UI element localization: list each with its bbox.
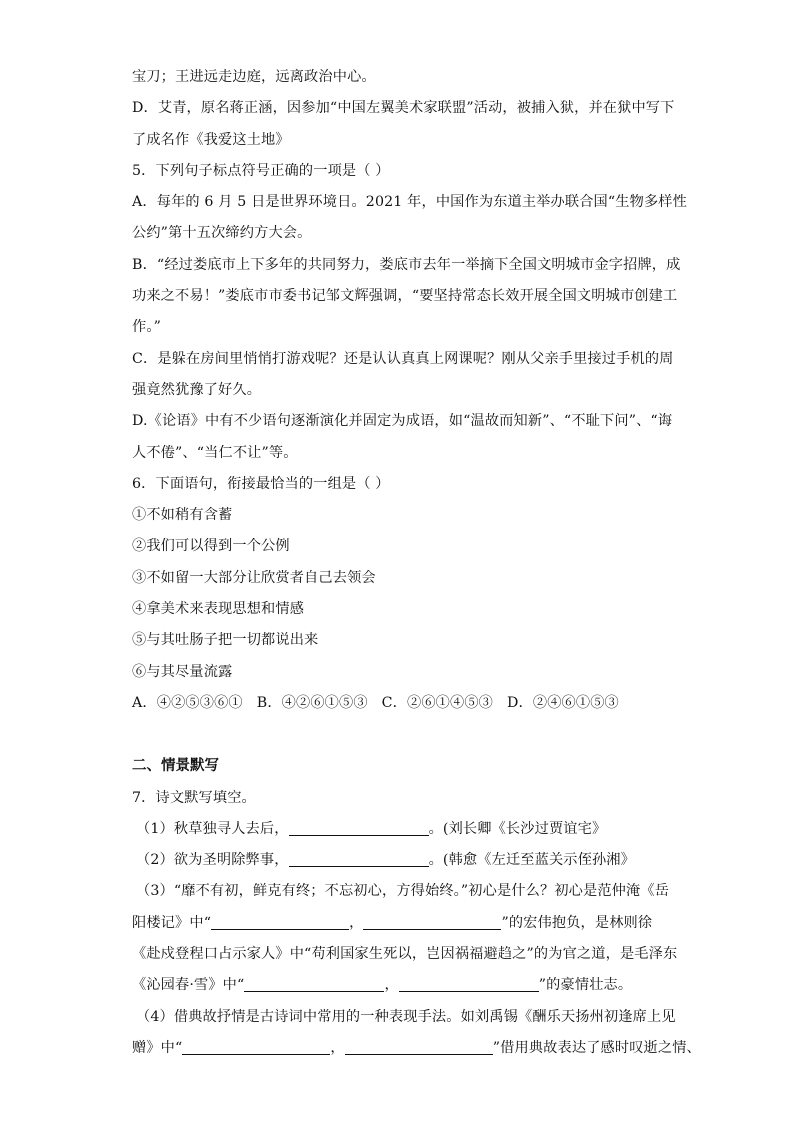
q5-option-b-line1: B．“经过娄底市上下多年的共同努力，娄底市去年一举摘下全国文明城市金字招牌，成 [132, 256, 681, 273]
q7-blank-3b[interactable] [363, 914, 501, 930]
q6-item-3: ③不如留一大部分让欣赏者自己去领会 [132, 569, 376, 586]
q7-part-3-line3: 《赴戍登程口占示家人》中“苟利国家生死以，岂因祸福避趋之”的为官之道，是毛泽东 [132, 946, 678, 963]
q6-item-4: ④拿美术来表现思想和情感 [132, 601, 305, 618]
q7-part-1 [132, 814, 672, 845]
q7-blank-3c[interactable] [244, 976, 384, 992]
section-title: 二、情景默写 [132, 758, 219, 775]
q6-options: A．④②⑤③⑥① B．④②⑥①⑤③ C．②⑥①④⑤③ D．②④⑥①⑤③ [132, 694, 619, 711]
q7-part-4-line2-mid: ， [330, 1039, 345, 1056]
q5-option-a-line1: A．每年的 6 月 5 日是世界环境日。2021 年，中国作为东道主举办联合国“生物多样性 [132, 194, 687, 211]
q7-part-1-post: 。(刘长卿《长沙过贾谊宅》 [428, 820, 607, 837]
q7-part-3-line4-pre: 《沁园春·雪》中“ [132, 977, 245, 994]
q7-part-2 [132, 845, 672, 876]
q7-blank-3d[interactable] [399, 976, 539, 992]
q7-part-2-pre: （2）欲为圣明除弊事， [136, 852, 289, 869]
q7-part-4-line2 [132, 1033, 701, 1064]
q6-stem: 6．下面语句，衔接最恰当的一组是（ ） [132, 475, 390, 492]
q5-option-c-line2: 强竟然犹豫了好久。 [132, 381, 262, 398]
q7-blank-4b[interactable] [345, 1039, 493, 1055]
q7-part-3-line2-pre: 阳楼记》中“ [132, 914, 212, 931]
q7-blank-4a[interactable] [182, 1039, 330, 1055]
q7-part-3-line4-post: ”的豪情壮志。 [538, 977, 633, 994]
q7-part-3-line2-mid: ， [349, 914, 364, 931]
q4-option-d-line1: D．艾青，原名蒋正涵，因参加“中国左翼美术家联盟”活动，被捕入狱，并在狱中写下 [132, 100, 675, 117]
q5-stem: 5．下列句子标点符号正确的一项是（ ） [132, 162, 390, 179]
q7-part-3-line2 [132, 908, 672, 939]
q5-option-c-line1: C．是躲在房间里悄悄打游戏呢？还是认认真真上网课呢？刚从父亲手里接过手机的周 [132, 350, 674, 367]
q5-option-a-line2: 公约”第十五次缔约方大会。 [132, 225, 312, 242]
q7-blank-2[interactable] [289, 851, 429, 867]
q7-part-1-pre: （1）秋草独寻人去后， [136, 820, 289, 837]
q7-part-3-line4-mid: ， [384, 977, 399, 994]
q7-part-3-line2-post: ”的宏伟抱负，是林则徐 [501, 914, 653, 931]
q7-part-4-line2-pre: 赠》中“ [132, 1039, 183, 1056]
q7-part-2-post: 。(韩愈《左迁至蓝关示侄孙湘》 [428, 852, 635, 869]
q7-part-4-line1: （4）借典故抒情是古诗词中常用的一种表现手法。如刘禹锡《酬乐天扬州初逢席上见 [136, 1008, 676, 1025]
q6-item-5: ⑤与其吐肠子把一切都说出来 [132, 632, 319, 649]
q6-item-1: ①不如稍有含蓄 [132, 507, 233, 524]
q7-part-3-line1: （3）“靡不有初，鲜克有终；不忘初心，方得始终。”初心是什么？初心是范仲淹《岳 [136, 883, 670, 900]
q5-option-b-line3: 作。” [132, 319, 161, 336]
q4-option-d-line2: 了成名作《我爱这土地》 [132, 131, 290, 148]
q5-option-b-line2: 功来之不易！”娄底市市委书记邹文辉强调，“要坚持常态长效开展全国文明城市创建工 [132, 288, 678, 305]
q7-blank-3a[interactable] [211, 914, 349, 930]
section-spacer [132, 719, 672, 751]
q6-item-2: ②我们可以得到一个公例 [132, 538, 290, 555]
q7-part-3-line4 [132, 970, 672, 1001]
q7-blank-1[interactable] [289, 820, 429, 836]
q7-stem: 7．诗文默写填空。 [132, 789, 256, 806]
exam-page [132, 62, 701, 1064]
q6-item-6: ⑥与其尽量流露 [132, 663, 233, 680]
q5-option-d-line1: D.《论语》中有不少语句逐渐演化并固定为成语，如“温故而知新”、“不耻下问”、“诲 [132, 413, 673, 430]
q5-option-d-line2: 人不倦”、“当仁不让”等。 [132, 444, 298, 461]
q4-option-c-end: 宝刀；王进远走边庭，远离政治中心。 [132, 69, 376, 85]
q7-part-4-line2-post: ”借用典故表达了感时叹逝之情、 [492, 1039, 701, 1056]
